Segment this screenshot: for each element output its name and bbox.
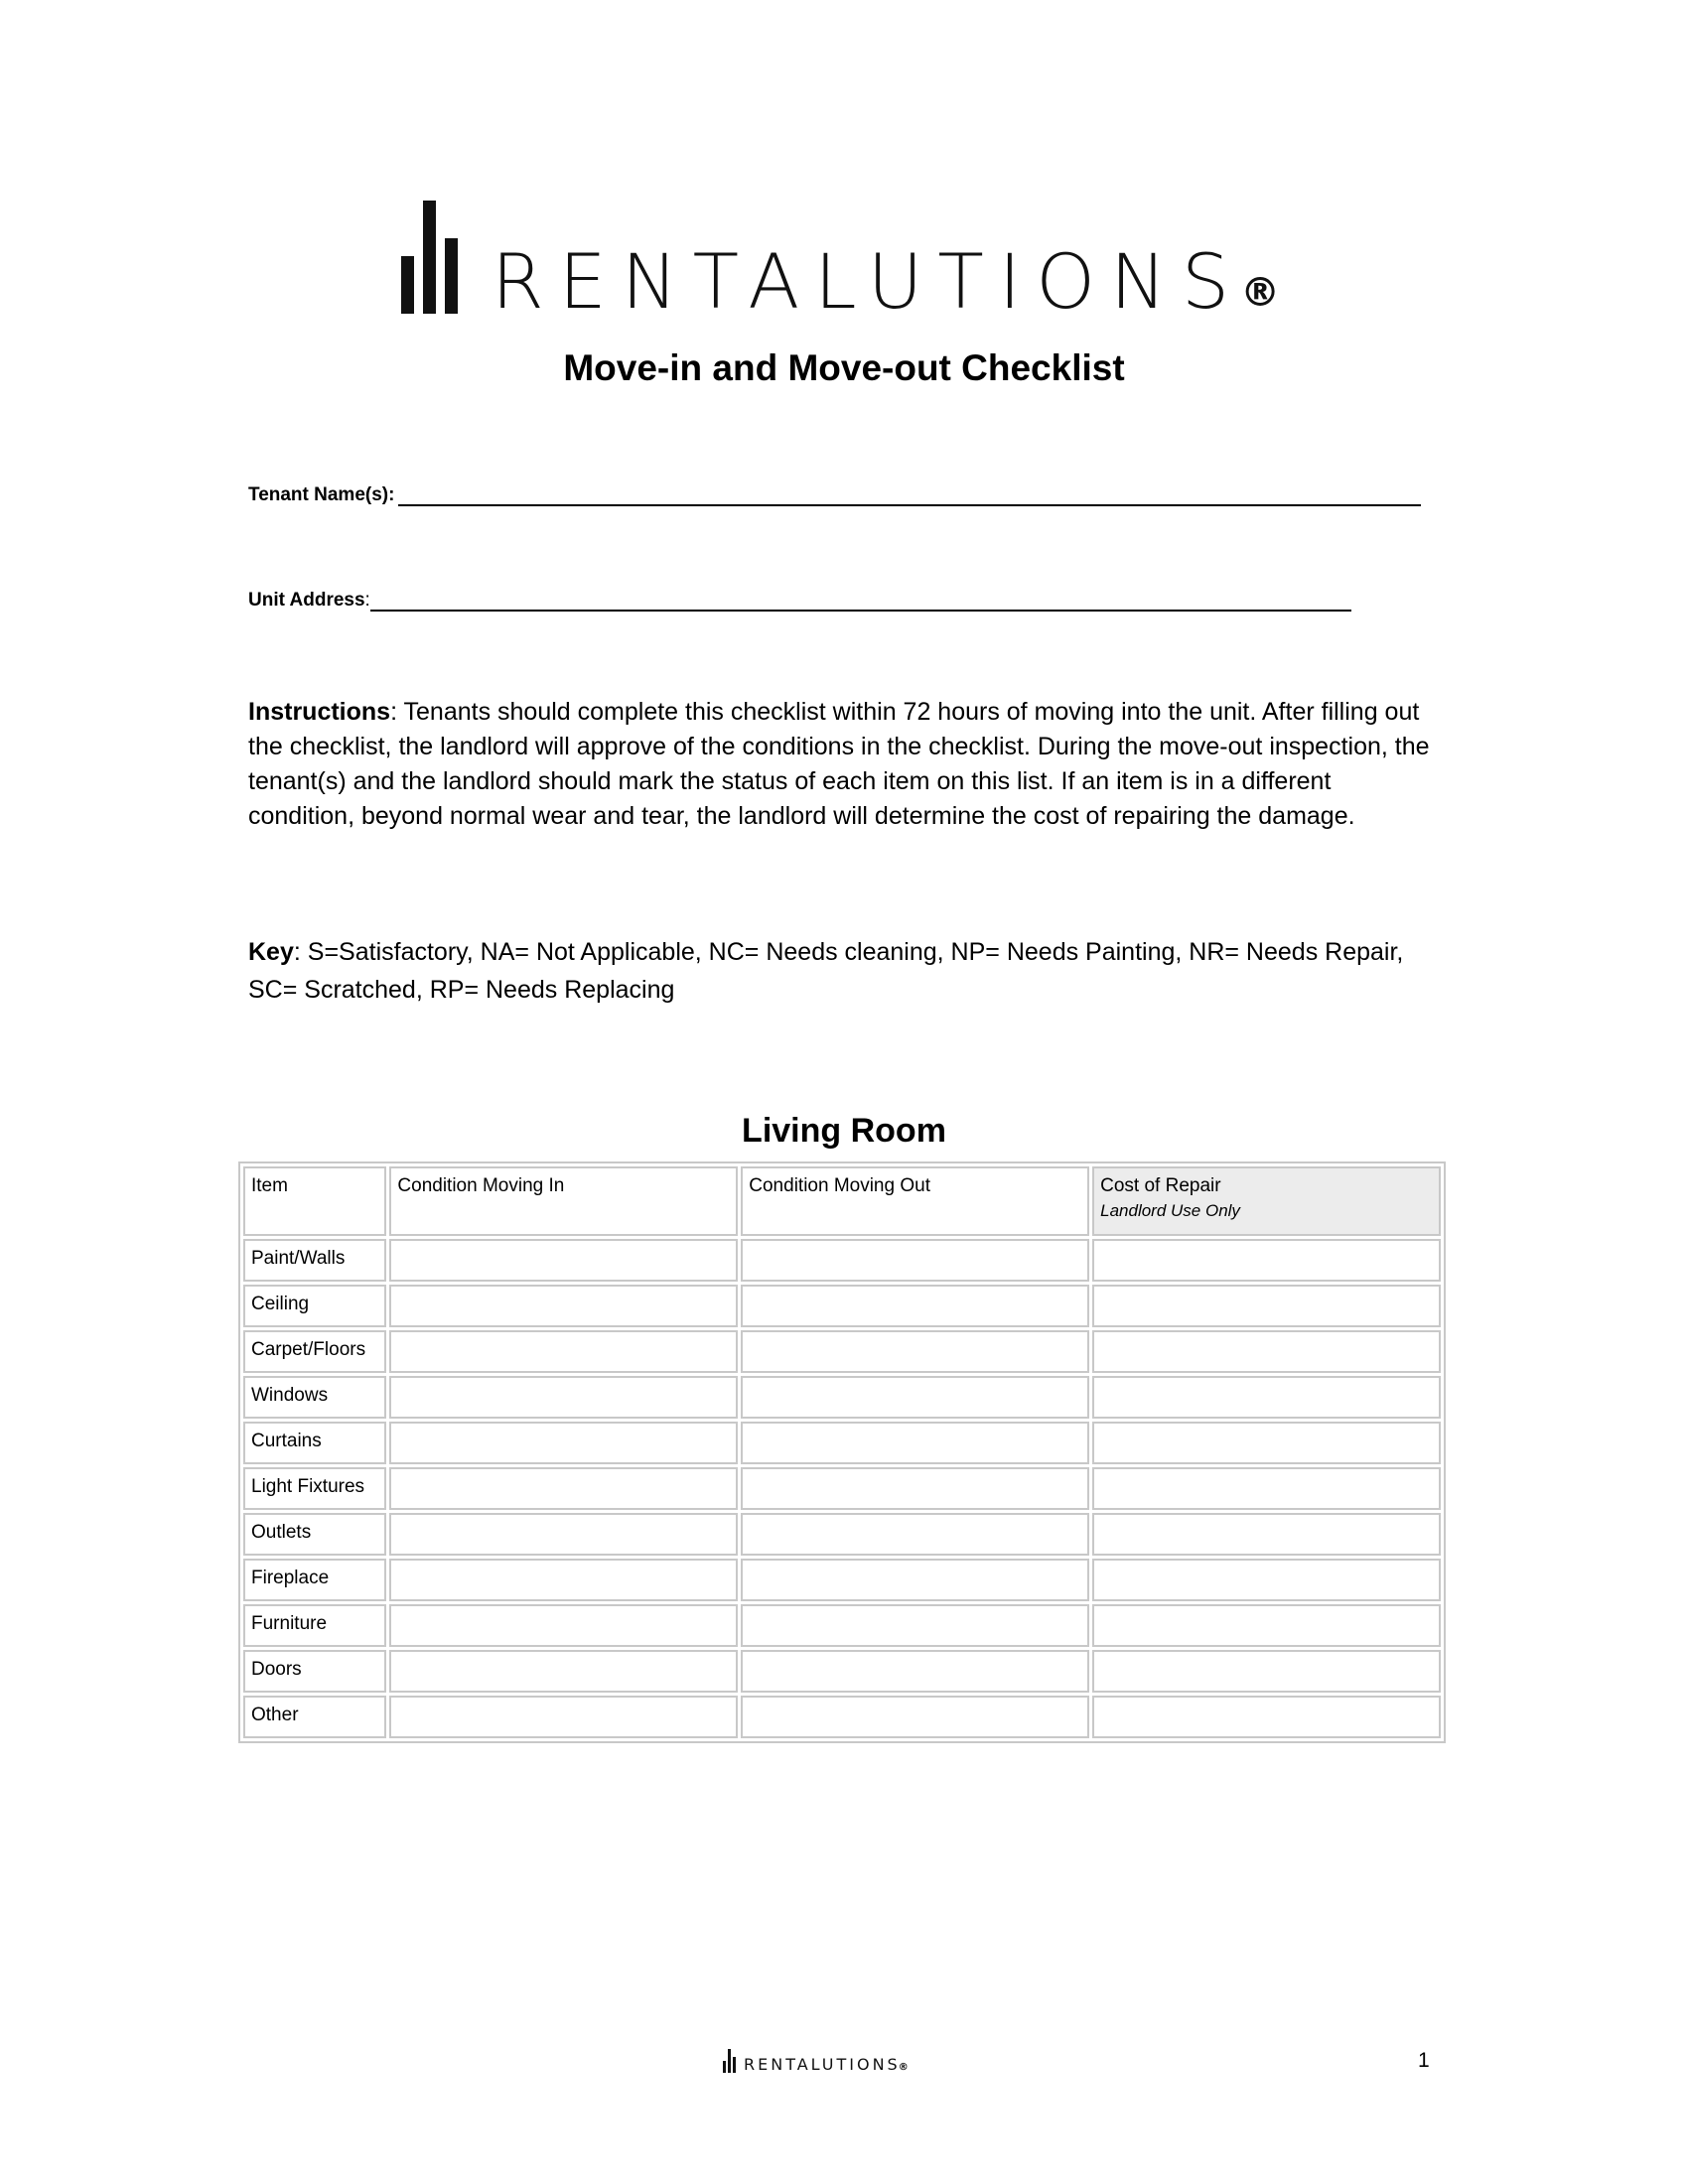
moving-out-cell[interactable] (741, 1604, 1089, 1647)
cost-cell[interactable] (1092, 1467, 1441, 1510)
cost-cell[interactable] (1092, 1330, 1441, 1373)
moving-in-cell[interactable] (389, 1604, 738, 1647)
table-row (243, 1513, 1441, 1556)
cost-header-label: Cost of Repair (1100, 1175, 1221, 1196)
table-row (243, 1696, 1441, 1738)
moving-out-cell[interactable] (741, 1513, 1089, 1556)
footer-logo-bars-icon (723, 2049, 736, 2073)
table-row (243, 1376, 1441, 1419)
row-item-label: Ceiling (243, 1285, 386, 1327)
cost-header-note: Landlord Use Only (1100, 1201, 1240, 1220)
moving-out-cell[interactable] (741, 1467, 1089, 1510)
page-number: 1 (1418, 2049, 1430, 2072)
cost-cell[interactable] (1092, 1604, 1441, 1647)
moving-in-cell[interactable] (389, 1696, 738, 1738)
cost-cell[interactable] (1092, 1696, 1441, 1738)
brand-logo (401, 195, 1281, 326)
cost-cell[interactable] (1092, 1376, 1441, 1419)
table-row (243, 1559, 1441, 1601)
row-item-label: Fireplace (243, 1559, 386, 1601)
key-paragraph (248, 933, 1440, 1009)
moving-in-cell[interactable] (389, 1422, 738, 1464)
moving-in-cell[interactable] (389, 1239, 738, 1282)
cost-cell[interactable] (1092, 1650, 1441, 1693)
unit-address-field (248, 590, 1351, 612)
moving-out-cell[interactable] (741, 1376, 1089, 1419)
moving-in-cell[interactable] (389, 1330, 738, 1373)
cost-cell[interactable] (1092, 1422, 1441, 1464)
cost-cell[interactable] (1092, 1239, 1441, 1282)
unit-address-colon: : (364, 590, 370, 611)
moving-out-cell[interactable] (741, 1239, 1089, 1282)
footer-logo-wordmark: RENTALUTIONS (744, 2055, 901, 2074)
section-heading-living-room: Living Room (742, 1112, 946, 1150)
tenant-name-field (248, 484, 1421, 506)
registered-mark: ® (1240, 270, 1281, 316)
row-item-label: Furniture (243, 1604, 386, 1647)
table-row (243, 1285, 1441, 1327)
moving-out-cell[interactable] (741, 1330, 1089, 1373)
unit-address-label: Unit Address (248, 590, 365, 611)
instructions-text: : Tenants should complete this checklist within 72 hours of moving into the unit. After filling out the checklist, the landlord will approve of the conditions in the checklist. During the move-out inspection, the tenant(s) and the landlord should mark the status of each item on this list. If an item is in a different condition, beyond normal wear and tear, the landlord will determine the cost of repairing the damage. (248, 698, 1430, 830)
moving-out-cell[interactable] (741, 1422, 1089, 1464)
moving-out-cell[interactable] (741, 1650, 1089, 1693)
page-title: Move-in and Move-out Checklist (563, 347, 1125, 388)
moving-out-cell[interactable] (741, 1285, 1089, 1327)
row-item-label: Light Fixtures (243, 1467, 386, 1510)
tenant-name-label: Tenant Name(s): (248, 484, 395, 505)
table-row (243, 1650, 1441, 1693)
table-row (243, 1330, 1441, 1373)
row-item-label: Other (243, 1696, 386, 1738)
moving-in-cell[interactable] (389, 1559, 738, 1601)
moving-in-cell[interactable] (389, 1285, 738, 1327)
cost-cell[interactable] (1092, 1513, 1441, 1556)
column-header-moving-in: Condition Moving In (389, 1166, 738, 1236)
row-item-label: Windows (243, 1376, 386, 1419)
cost-cell[interactable] (1092, 1285, 1441, 1327)
row-item-label: Paint/Walls (243, 1239, 386, 1282)
logo-wordmark: RENTALUTIONS (492, 237, 1245, 326)
key-label: Key (248, 938, 294, 966)
table-row (243, 1422, 1441, 1464)
logo-bars-icon (401, 201, 458, 314)
tenant-name-input[interactable] (398, 484, 1421, 506)
moving-in-cell[interactable] (389, 1467, 738, 1510)
instructions-label: Instructions (248, 698, 391, 726)
moving-out-cell[interactable] (741, 1559, 1089, 1601)
key-text: : S=Satisfactory, NA= Not Applicable, NC= Needs cleaning, NP= Needs Painting, NR= Needs Repair, SC= Scratched, RP= Needs Replacing (248, 938, 1404, 1004)
moving-out-cell[interactable] (741, 1696, 1089, 1738)
row-item-label: Outlets (243, 1513, 386, 1556)
cost-cell[interactable] (1092, 1559, 1441, 1601)
moving-in-cell[interactable] (389, 1513, 738, 1556)
row-item-label: Curtains (243, 1422, 386, 1464)
table-row (243, 1239, 1441, 1282)
column-header-item: Item (243, 1166, 386, 1236)
footer-logo (723, 2047, 909, 2073)
living-room-table (238, 1161, 1446, 1743)
footer-registered-mark: ® (898, 2062, 909, 2073)
table-header-row (243, 1166, 1441, 1236)
table-row (243, 1604, 1441, 1647)
instructions-paragraph (248, 695, 1440, 834)
moving-in-cell[interactable] (389, 1650, 738, 1693)
row-item-label: Carpet/Floors (243, 1330, 386, 1373)
column-header-cost (1092, 1166, 1441, 1236)
row-item-label: Doors (243, 1650, 386, 1693)
column-header-moving-out: Condition Moving Out (741, 1166, 1089, 1236)
moving-in-cell[interactable] (389, 1376, 738, 1419)
table-row (243, 1467, 1441, 1510)
unit-address-input[interactable] (370, 590, 1351, 612)
